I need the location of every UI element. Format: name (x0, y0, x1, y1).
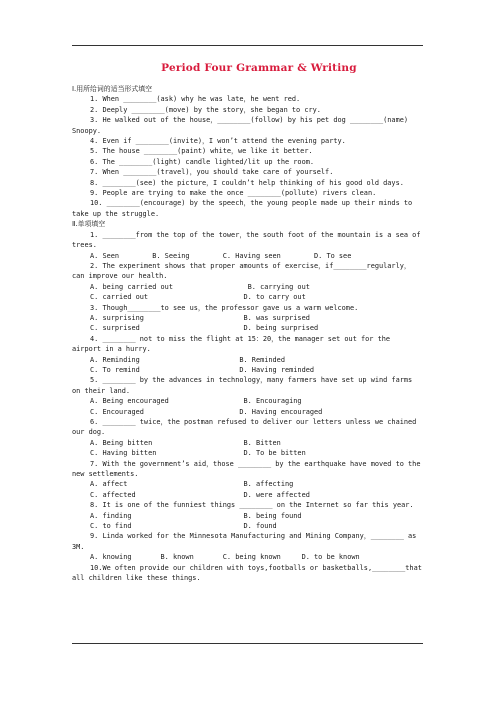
options-line: C. surprised D. being surprised (90, 324, 319, 333)
exercise-body (72, 84, 427, 584)
question-line: 5. ________ by the advances in technology，many farmers have set up wind farms on their land. (72, 376, 417, 395)
options-line: A. affect B. affecting (90, 480, 294, 489)
page-title: Period Four Grammar & Writing (161, 62, 357, 74)
top-rule (72, 45, 423, 46)
question-line: 7. When ________(travel)，you should take care of yourself. (90, 168, 334, 177)
question-line: 8. It is one of the funniest things ________ on the Internet so far this year. (90, 501, 414, 510)
question-line: 6. ________ twice，the postman refused to deliver our letters unless we chained our dog. (72, 418, 421, 437)
question-line: 9. Linda worked for the Minnesota Manufacturing and Mining Company，________ as 3M. (72, 532, 421, 551)
options-line: C. Encouraged D. Having encouraged (90, 407, 323, 416)
question-line: 5. The house ________(paint) white，we like it better. (90, 147, 313, 156)
options-line: A. Being bitten B. Bitten (90, 438, 281, 447)
question-line: 9. People are trying to make the once ________(pollute) rivers clean. (90, 189, 377, 198)
question-line: 6. The ________(light) candle lighted/lit up the room. (90, 157, 315, 166)
options-line: C. carried out D. to carry out (90, 293, 306, 302)
question-line: 4. ________ not to miss the flight at 15：20，the manager set out for the airport in a hurry. (72, 334, 395, 354)
question-line: 3. He walked out of the house，________(follow) by his pet dog ________(name) Snoopy. (72, 116, 413, 135)
options-line: C. affected D. were affected (90, 490, 310, 499)
options-line: C. Having bitten D. To be bitten (90, 449, 306, 458)
options-line: C. To remind D. Having reminded (90, 365, 315, 374)
options-line: A. finding B. being found (90, 511, 302, 520)
question-line: 7. With the government’s aid，those ________ by the earthquake have moved to the new settlements. (72, 459, 425, 479)
question-line: 1. When ________(ask) why he was late，he went red. (90, 95, 301, 104)
question-line: 10. ________(encourage) by the speech，the young people made up their minds to take up the struggle. (72, 199, 417, 218)
options-line: A. Reminding B. Reminded (90, 355, 285, 364)
section-heading: Ⅰ.用所给词的适当形式填空 (72, 85, 153, 93)
options-line: A. knowing B. known C. being known D. to be known (90, 553, 360, 562)
bottom-rule (72, 643, 423, 644)
options-line: A. surprising B. was surprised (90, 313, 310, 322)
question-line: 4. Even if ________(invite)，I won’t attend the evening party. (90, 137, 346, 146)
question-line: 2. The experiment shows that proper amounts of exercise，if________regularly，can improve our health. (72, 261, 411, 281)
question-line: 2. Deeply ________(move) by the story，she began to cry. (90, 105, 321, 114)
section-heading: Ⅱ.单项填空 (72, 220, 106, 229)
options-line: A. Seen B. Seeing C. Having seen D. To see (90, 251, 352, 260)
question-line: 10.We often provide our children with toys,footballs or basketballs,________that all children like these things. (72, 563, 427, 583)
question-line: 3. Though________to see us，the professor gave us a warm welcome. (90, 303, 359, 312)
options-line: C. to find D. found (90, 522, 277, 531)
question-line: 1. ________from the top of the tower，the south foot of the mountain is a sea of trees. (72, 230, 425, 250)
options-line: A. being carried out B. carrying out (90, 282, 310, 291)
options-line: A. Being encouraged B. Encouraging (90, 397, 302, 406)
question-line: 8. ________(see) the picture，I couldn’t help thinking of his good old days. (90, 178, 404, 187)
